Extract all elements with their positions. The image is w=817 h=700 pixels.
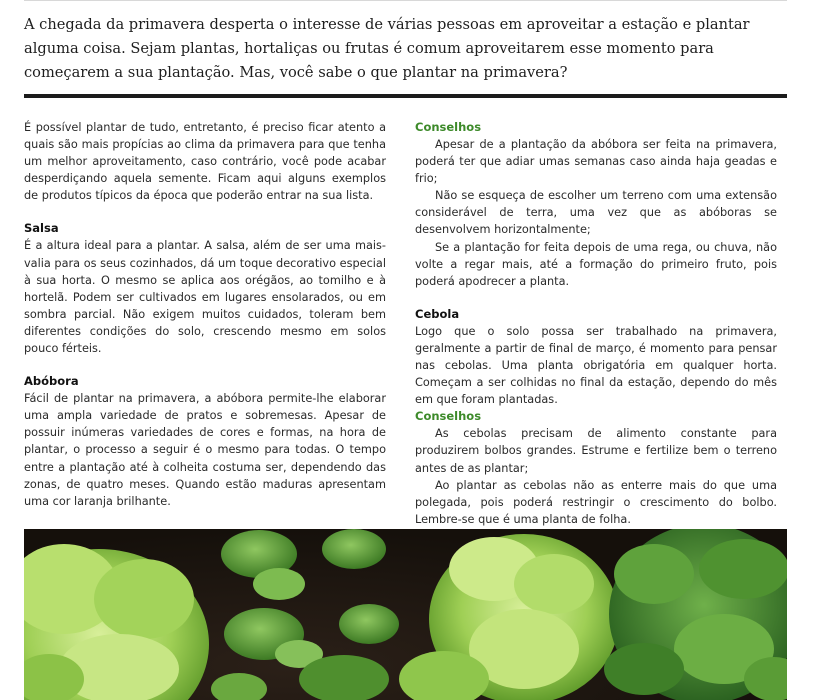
section-title-conselhos-abobora: Conselhos [415, 120, 482, 134]
cebola-paragraph: Logo que o solo possa ser trabalhado na primavera, geralmente a partir de final de março, é momento para pensar nas cebolas. Uma planta obrigatória em qualquer horta. Começam a ser colhidas no final da estação, dependo do mês em que foram plantadas. [415, 324, 777, 407]
vegetable-garden-photo [24, 529, 787, 700]
garden-illustration [24, 529, 787, 700]
tip-paragraph: Ao plantar as cebolas não as enterre mais do que uma polegada, pois poderá restringir o crescimento do bolbo. Lembre-se que é uma planta de folha. [415, 478, 777, 526]
tip-paragraph: Apesar de a plantação da abóbora ser feita na primavera, poderá ter que adiar umas semanas caso ainda haja geadas e frio; [415, 138, 777, 186]
abobora-paragraph: Fácil de plantar na primavera, a abóbora permite-lhe elaborar uma ampla variedade de pratos e sobremesas. Apesar de possuir inúmeras variedades de cores e formas, na hora de plantar, o processo a seguir é o mesmo para todas. O tempo entre a plantação até à colheita costuma ser, dependendo das zonas, de quatro meses. Quando estão maduras apresentam uma cor laranja brilhante. [24, 392, 386, 508]
section-title-abobora: Abóbora [24, 374, 79, 389]
salsa-paragraph: É a altura ideal para a plantar. A salsa, além de ser uma mais-valia para os seus cozinhados, dá um toque decorativo especial à sua horta. O mesmo se aplica aos orégãos, ao tomilho e à hortelã. Podem ser cultivados em lugares ensolarados, ou em sombra parcial. Não exigem muitos cuidados, toleram bem diferentes condições do solo, crescendo mesmo em solos pouco férteis. [24, 239, 386, 356]
tip-paragraph: Se a plantação for feita depois de uma rega, ou chuva, não volte a regar mais, até a formação do primeiro fruto, pois poderá apodrecer a planta. [415, 240, 777, 288]
top-divider [24, 0, 787, 1]
intro-paragraph: A chegada da primavera desperta o interesse de várias pessoas em aproveitar a estação e plantar alguma coisa. Sejam plantas, hortaliças ou frutas é comum aproveitarem esse momento para começarem a sua plantação. Mas, você sabe o que plantar na primavera? [24, 16, 750, 81]
left-column [24, 119, 386, 510]
section-title-conselhos-cebola: Conselhos [415, 409, 482, 424]
right-column [415, 119, 777, 528]
section-title-cebola: Cebola [415, 306, 460, 321]
opening-paragraph: É possível plantar de tudo, entretanto, é preciso ficar atento a quais são mais propícias ao clima da primavera para que tenha um melhor aproveitamento, caso contrário, você pode acabar desperdiçando aquela semente. Ficam aqui alguns exemplos de produtos típicos da época que poderão entrar na sua lista. [24, 121, 386, 203]
tip-paragraph: As cebolas precisam de alimento constante para produzirem bolbos grandes. Estrume e fertilize bem o terreno antes de as plantar; [415, 427, 777, 475]
heavy-divider [24, 94, 787, 98]
section-title-salsa: Salsa [24, 221, 59, 236]
tip-paragraph: Não se esqueça de escolher um terreno com uma extensão considerável de terra, uma vez que as abóboras se desenvolvem horizontalmente; [415, 189, 777, 237]
